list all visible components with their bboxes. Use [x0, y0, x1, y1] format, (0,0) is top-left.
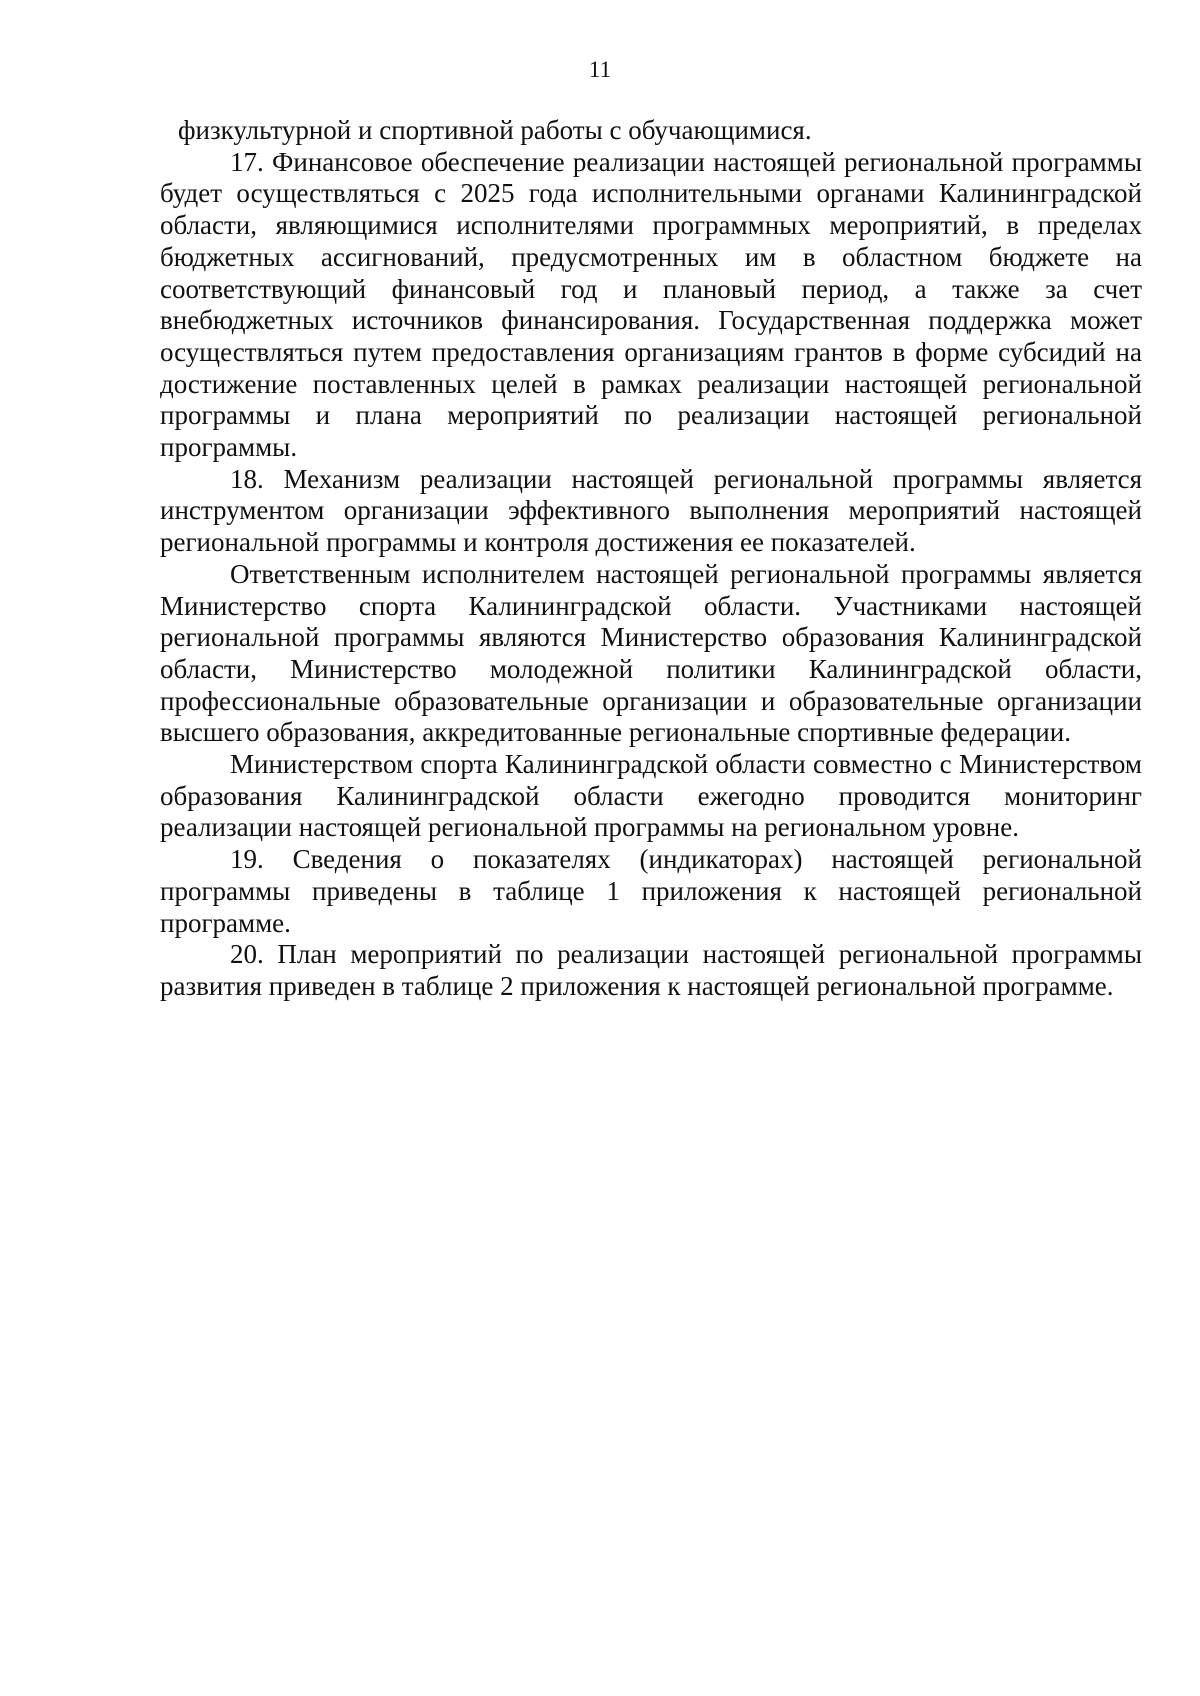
- document-body: [160, 115, 1142, 1003]
- paragraph-responsible-executor: Ответственным исполнителем настоящей региональной программы является Министерство спорта Калининградской области. Участниками настоящей региональной программы являются Министерство образования Калининградской области, Министерство молодежной политики Калининградской области, профессиональные образовательные организации и образовательные организации высшего образования, аккредитованные региональные спортивные федерации.: [160, 558, 1142, 748]
- paragraph-continuation: физкультурной и спортивной работы с обучающимися.: [178, 115, 812, 145]
- page-number-text: 11: [588, 57, 612, 82]
- paragraph-17-financing: 17. Финансовое обеспечение реализации настоящей региональной программы будет осуществляться с 2025 года исполнительными органами Калининградской области, являющимися исполнителями программных мероприятий, в пределах бюджетных ассигнований, предусмотренных им в областном бюджете на соответствующий финансовый год и плановый период, а также за счет внебюджетных источников финансирования. Государственная поддержка может осуществляться путем предоставления организациям грантов в форме субсидий на достижение поставленных целей в рамках реализации настоящей региональной программы и плана мероприятий по реализации настоящей региональной программы.: [160, 146, 1142, 463]
- paragraph-19-indicators: 19. Сведения о показателях (индикаторах) настоящей региональной программы приведены в таблице 1 приложения к настоящей региональной программе.: [160, 844, 1142, 938]
- paragraph-monitoring: Министерством спорта Калининградской области совместно с Министерством образования Калининградской области ежегодно проводится мониторинг реализации настоящей региональной программы на региональном уровне.: [160, 749, 1142, 843]
- page-number: [0, 56, 1200, 84]
- paragraph-18-mechanism: 18. Механизм реализации настоящей региональной программы является инструментом организации эффективного выполнения мероприятий настоящей региональной программы и контроля достижения ее показателей.: [160, 463, 1142, 558]
- paragraph-20-action-plan: 20. План мероприятий по реализации настоящей региональной программы развития приведен в таблице 2 приложения к настоящей региональной программе.: [160, 939, 1142, 1001]
